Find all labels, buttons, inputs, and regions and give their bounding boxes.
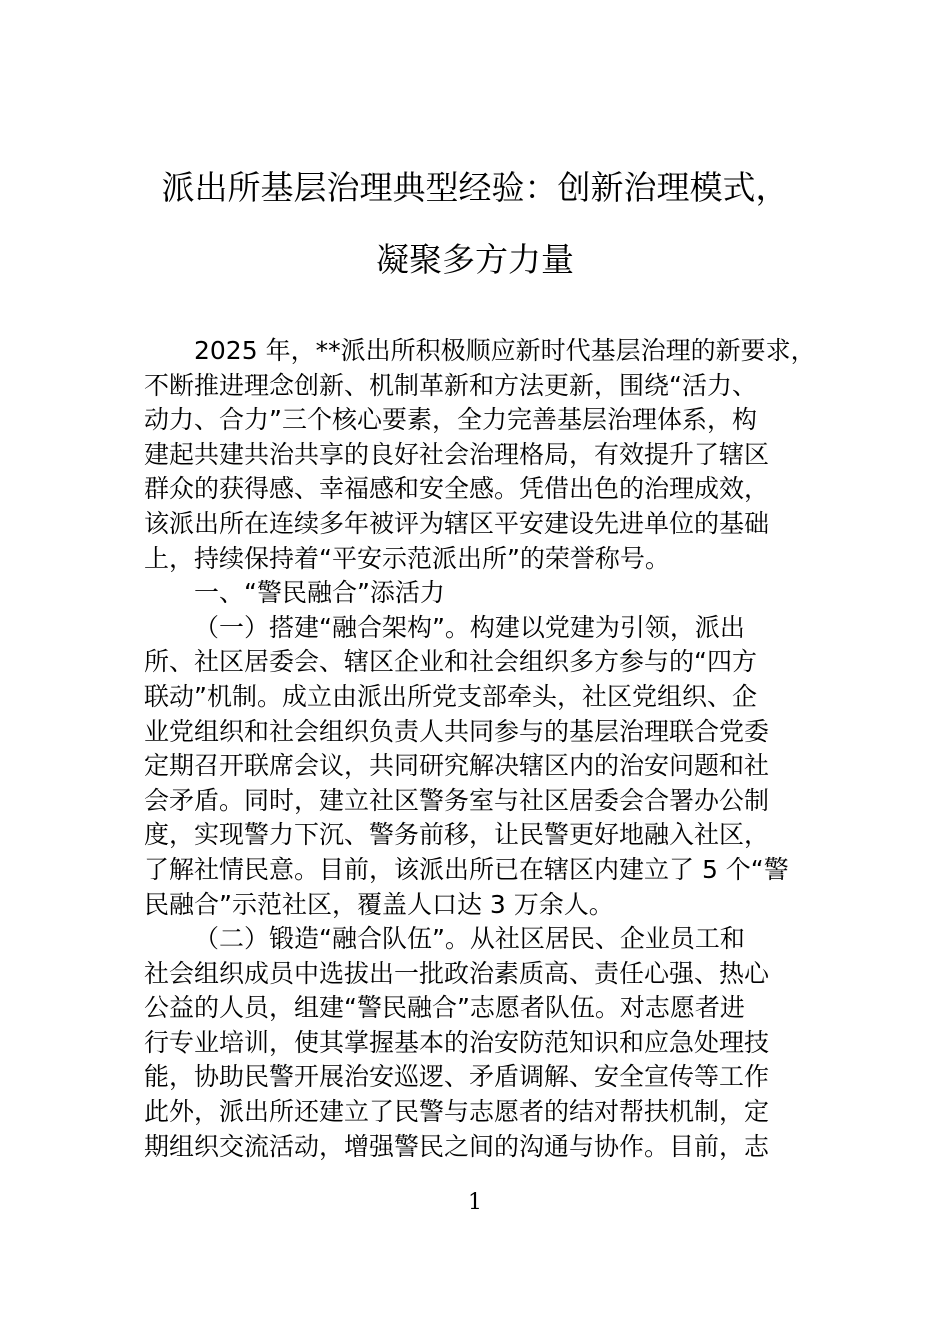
paragraph-line: （一）搭建“融合架构”。构建以党建为引领，派出 xyxy=(194,612,745,642)
paragraph-line: 度，实现警力下沉、警务前移，让民警更好地融入社区， xyxy=(144,820,770,850)
paragraph-line: 该派出所在连续多年被评为辖区平安建设先进单位的基础 xyxy=(144,508,770,538)
paragraph-line: 了解社情民意。目前，该派出所已在辖区内建立了 5 个“警 xyxy=(144,854,789,884)
title-line-2: 凝聚多方力量 xyxy=(376,240,574,279)
paragraph-line: 群众的获得感、幸福感和安全感。凭借出色的治理成效， xyxy=(144,474,770,504)
paragraph-line: 行专业培训，使其掌握基本的治安防范知识和应急处理技 xyxy=(144,1027,770,1057)
paragraph-line: 民融合”示范社区，覆盖人口达 3 万余人。 xyxy=(144,889,614,919)
paragraph-line: 社会组织成员中选拔出一批政治素质高、责任心强、热心 xyxy=(144,958,770,988)
paragraph-line: 会矛盾。同时，建立社区警务室与社区居委会合署办公制 xyxy=(144,785,770,815)
paragraph-line: （二）锻造“融合队伍”。从社区居民、企业员工和 xyxy=(194,924,745,954)
section-heading: 一、“警民融合”添活力 xyxy=(194,578,445,608)
paragraph-line: 上，持续保持着“平安示范派出所”的荣誉称号。 xyxy=(144,543,670,573)
paragraph-line: 动力、合力”三个核心要素，全力完善基层治理体系，构 xyxy=(144,405,757,435)
document-title xyxy=(100,168,850,280)
document-body xyxy=(144,334,824,1164)
paragraph-line: 定期召开联席会议，共同研究解决辖区内的治安问题和社 xyxy=(144,751,770,781)
title-line-1: 派出所基层治理典型经验：创新治理模式， xyxy=(161,168,789,207)
page-number: 1 xyxy=(468,1190,482,1215)
paragraph-line: 2025 年，**派出所积极顺应新时代基层治理的新要求， xyxy=(194,336,816,365)
paragraph-line: 不断推进理念创新、机制革新和方法更新，围绕“活力、 xyxy=(144,370,757,400)
paragraph-line: 能，协助民警开展治安巡逻、矛盾调解、安全宣传等工作 xyxy=(144,1062,770,1092)
paragraph-line: 期组织交流活动，增强警民之间的沟通与协作。目前，志 xyxy=(144,1131,770,1161)
paragraph-line: 此外，派出所还建立了民警与志愿者的结对帮扶机制，定 xyxy=(144,1097,770,1127)
paragraph-line: 建起共建共治共享的良好社会治理格局，有效提升了辖区 xyxy=(144,439,770,469)
paragraph-line: 联动”机制。成立由派出所党支部牵头，社区党组织、企 xyxy=(144,681,757,711)
paragraph-line: 所、社区居委会、辖区企业和社会组织多方参与的“四方 xyxy=(144,647,757,677)
paragraph-line: 业党组织和社会组织负责人共同参与的基层治理联合党委 xyxy=(144,716,770,746)
paragraph-line: 公益的人员，组建“警民融合”志愿者队伍。对志愿者进 xyxy=(144,993,745,1023)
